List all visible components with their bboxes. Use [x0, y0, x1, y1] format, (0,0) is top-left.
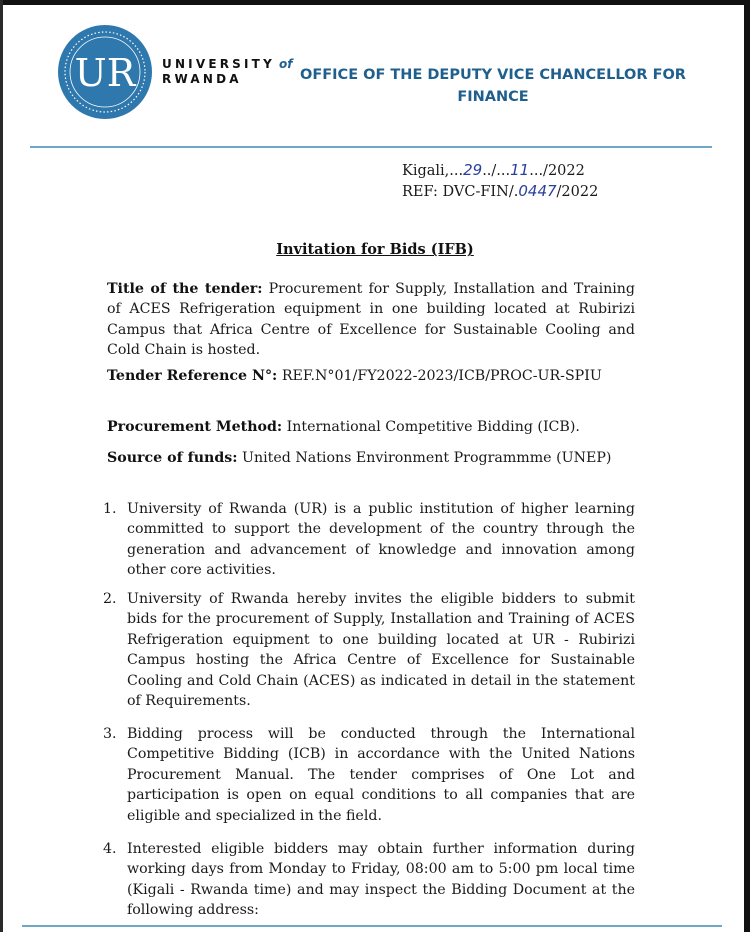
tender-ref-label: Tender Reference N°: — [107, 368, 278, 384]
list-item-number: 4. — [103, 841, 117, 857]
list-item — [103, 839, 635, 921]
ref-number: 0447 — [518, 182, 557, 200]
tender-title-label: Title of the tender: — [107, 281, 263, 297]
list-item-text: University of Rwanda (UR) is a public institution of higher learning committed to support the development of the country through the generation and advancement of knowledge and innovation among other core activities. — [127, 501, 635, 579]
footer-divider — [22, 925, 722, 927]
list-item — [103, 589, 635, 711]
list-item-text: Interested eligible bidders may obtain further information during working days from Monday to Friday, 08:00 am to 5:00 pm local time (Kigali - Rwanda time) and may inspect the Bidding Document at the following address: — [127, 841, 635, 919]
list-item-number: 2. — [103, 591, 117, 607]
list-item-text: Bidding process will be conducted through the International Competitive Bidding (ICB) in accordance with the United Nations Procurement Manual. The tender comprises of One Lot and participation is open on equal conditions to all companies that are eligible and specialized in the field. — [127, 726, 635, 824]
date-year: .../2022 — [529, 163, 585, 179]
university-name — [162, 57, 292, 87]
date-line — [402, 160, 662, 181]
ref-suffix: /2022 — [556, 184, 599, 200]
date-month: 11 — [510, 161, 530, 179]
scan-edge-top — [0, 0, 750, 5]
date-prefix: Kigali,... — [402, 163, 464, 179]
method-paragraph — [107, 417, 635, 437]
scan-edge-right — [744, 0, 750, 932]
dateline — [402, 160, 662, 202]
office-line1: OFFICE OF THE DEPUTY VICE CHANCELLOR FOR — [300, 67, 686, 83]
funds-paragraph — [107, 448, 635, 468]
method-value: International Competitive Bidding (ICB). — [286, 419, 580, 435]
office-heading — [298, 64, 688, 108]
funds-value: United Nations Environment Programmme (UNEP) — [242, 450, 612, 466]
ref-line — [402, 181, 662, 202]
list-item — [103, 724, 635, 826]
scan-edge-left — [0, 0, 3, 932]
tender-title-paragraph — [107, 279, 635, 361]
date-day: 29 — [463, 161, 483, 179]
ref-prefix: REF: DVC-FIN/. — [402, 184, 519, 200]
date-separator: ../... — [482, 163, 511, 179]
tender-ref-value: REF.N°01/FY2022-2023/ICB/PROC-UR-SPIU — [281, 368, 602, 384]
tender-title-value: Procurement for Supply, Installation and Training of ACES Refrigeration equipment in one building located at Rubirizi Campus that Africa Centre of Excellence for Sustainable Cooling and Cold Chain is hosted. — [107, 281, 636, 359]
university-line2: RWANDA — [162, 72, 242, 86]
method-label: Procurement Method: — [107, 419, 283, 435]
list-item-number: 1. — [103, 501, 117, 517]
university-logo — [57, 24, 153, 120]
office-line2: FINANCE — [457, 89, 529, 105]
list-item-number: 3. — [103, 726, 117, 742]
university-line1: UNIVERSITY — [162, 57, 275, 71]
document-title: Invitation for Bids (IFB) — [276, 241, 474, 258]
tender-ref-paragraph — [107, 366, 635, 386]
list-item-text: University of Rwanda hereby invites the eligible bidders to submit bids for the procurement of Supply, Installation and Training of ACES Refrigeration equipment to one building located at UR - Rubirizi Campus hosting the Africa Centre of Excellence for Sustainable Cooling and Cold Chain (ACES) as indicated in detail in the statement of Requirements. — [127, 591, 635, 710]
university-of: of — [278, 57, 293, 71]
list-item — [103, 499, 635, 581]
funds-label: Source of funds: — [107, 450, 238, 466]
logo-monogram: UR — [74, 51, 136, 95]
header-divider — [30, 146, 712, 148]
